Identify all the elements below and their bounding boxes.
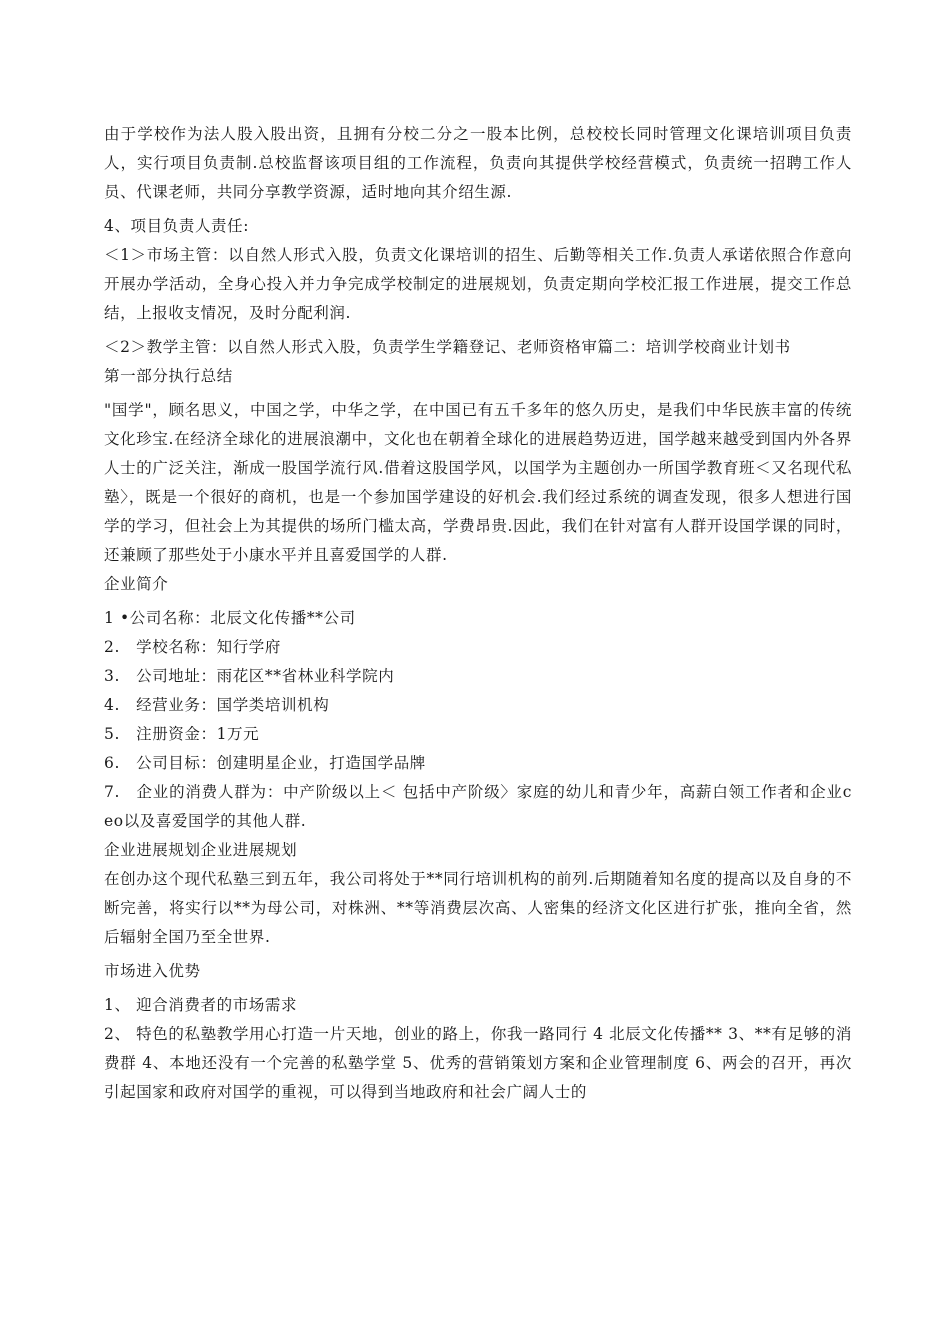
list-item-capital: 5. 注册资金：1万元 bbox=[104, 725, 260, 743]
list-item-business: 4. 经营业务：国学类培训机构 bbox=[104, 696, 330, 714]
list-item-company-address: 3. 公司地址：雨花区**省林业科学院内 bbox=[104, 667, 395, 685]
list-item-consumers: 7. 企业的消费人群为：中产阶级以上＜ 包括中产阶级〉家庭的幼儿和青少年，高薪白领工作者和企业ceo以及喜爱国学的其他人群. bbox=[104, 783, 852, 830]
heading-manager-responsibility: 4、项目负责人责任: bbox=[104, 217, 250, 235]
paragraph-guoxue: "国学"，顾名思义，中国之学，中华之学，在中国已有五千多年的悠久历史，是我们中华民族丰富的传统文化珍宝.在经济全球化的进展浪潮中，文化也在朝着全球化的进展趋势迈进，国学越来越受到国内外各界人士的广泛关注，渐成一股国学流行风.借着这股国学风，以国学为主题创办一所国学教育班＜又名现代私塾〉，既是一个很好的商机，也是一个参加国学建设的好机会.我们经过系统的调查发现，很多人想进行国学的学习，但社会上为其提供的场所门槛太高，学费昂贵.因此，我们在针对富有人群开设国学课的同时，还兼顾了那些处于小康水平并且喜爱国学的人群. bbox=[104, 401, 852, 564]
paragraph-market-manager: ＜1＞市场主管：以自然人形式入股，负责文化课培训的招生、后勤等相关工作.负责人承诺依照合作意向开展办学活动，全身心投入并力争完成学校制定的进展规划，负责定期向学校汇报工作进展，提交工作总结，上报收支情况，及时分配利润. bbox=[104, 246, 852, 322]
list-item-advantage-2: 2、 特色的私塾教学用心打造一片天地，创业的路上，你我一路同行 4 北辰文化传播** 3、**有足够的消费群 4、本地还没有一个完善的私塾学堂 5、优秀的营销策划方案和企业管理制度 6、两会的召开，再次引起国家和政府对国学的重视，可以得到当地政府和社会广阔人士的 bbox=[104, 1025, 852, 1101]
paragraph-development-plan: 在创办这个现代私塾三到五年，我公司将处于**同行培训机构的前列.后期随着知名度的提高以及自身的不断完善，将实行以**为母公司，对株洲、**等消费层次高、人密集的经济文化区进行扩张，推向全省，然后辐射全国乃至全世界. bbox=[104, 870, 852, 946]
list-item-goal: 6. 公司目标：创建明星企业，打造国学品牌 bbox=[104, 754, 426, 772]
list-item-advantage-1: 1、 迎合消费者的市场需求 bbox=[104, 996, 298, 1014]
list-item-school-name: 2. 学校名称：知行学府 bbox=[104, 638, 281, 656]
document-body bbox=[104, 120, 852, 1107]
paragraph-intro: 由于学校作为法人股入股出资，且拥有分校二分之一股本比例，总校校长同时管理文化课培训项目负责人，实行项目负责制.总校监督该项目组的工作流程，负责向其提供学校经营模式，负责统一招聘工作人员、代课老师，共同分享教学资源，适时地向其介绍生源. bbox=[104, 125, 852, 201]
paragraph-teaching-manager: ＜2＞教学主管：以自然人形式入股，负责学生学籍登记、老师资格审篇二：培训学校商业计划书 bbox=[104, 338, 791, 356]
list-item-company-name: 1 •公司名称：北辰文化传播**公司 bbox=[104, 609, 356, 627]
heading-company-profile: 企业简介 bbox=[104, 575, 169, 593]
heading-executive-summary: 第一部分执行总结 bbox=[104, 367, 233, 385]
heading-market-advantage: 市场进入优势 bbox=[104, 962, 201, 980]
heading-development-plan: 企业进展规划企业进展规划 bbox=[104, 841, 298, 859]
